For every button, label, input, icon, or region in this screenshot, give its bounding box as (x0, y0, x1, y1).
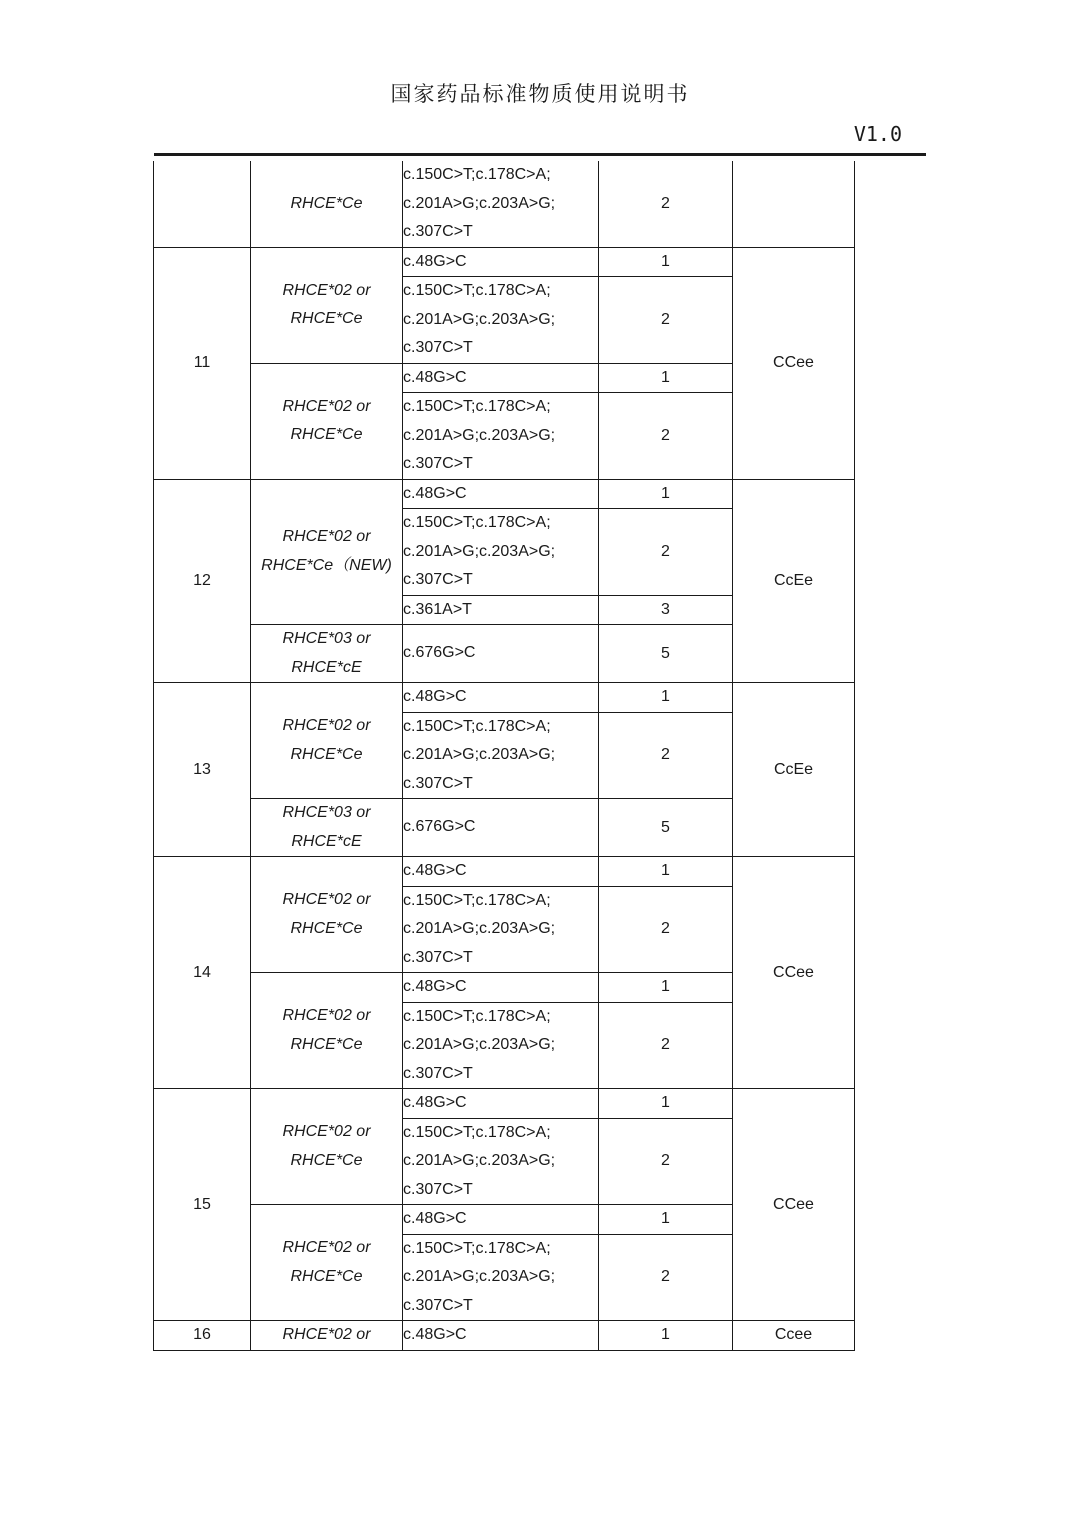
table-row (154, 479, 855, 509)
table-row (154, 683, 855, 713)
variant-cell: c.676G>C (403, 625, 599, 683)
exon-cell: 1 (599, 1205, 733, 1235)
exon-cell: 1 (599, 683, 733, 713)
variant-cell: c.150C>T;c.178C>A; c.201A>G;c.203A>G; c.307C>T (403, 509, 599, 596)
exon-cell: 1 (599, 857, 733, 887)
exon-cell: 1 (599, 363, 733, 393)
variant-cell: c.676G>C (403, 799, 599, 857)
table-row (154, 1321, 855, 1351)
table-row (154, 247, 855, 277)
variant-cell: c.48G>C (403, 1089, 599, 1119)
exon-cell: 2 (599, 712, 733, 799)
table-row (154, 1089, 855, 1119)
allele-cell: RHCE*02 or RHCE*Ce (251, 973, 403, 1089)
exon-cell: 1 (599, 973, 733, 1003)
variant-cell: c.48G>C (403, 247, 599, 277)
genotype-table (153, 161, 855, 1351)
exon-cell: 2 (599, 886, 733, 973)
allele-cell: RHCE*02 or RHCE*Ce (251, 857, 403, 973)
sample-number-cell: 11 (154, 247, 251, 479)
sample-number-cell (154, 161, 251, 247)
exon-cell: 1 (599, 247, 733, 277)
exon-cell: 2 (599, 509, 733, 596)
allele-cell: RHCE*02 or RHCE*Ce (251, 683, 403, 799)
sample-number-cell: 13 (154, 683, 251, 857)
sample-number-cell: 16 (154, 1321, 251, 1351)
exon-cell: 3 (599, 595, 733, 625)
exon-cell: 2 (599, 393, 733, 480)
exon-cell: 5 (599, 625, 733, 683)
exon-cell: 1 (599, 1321, 733, 1351)
allele-cell: RHCE*02 or RHCE*Ce (251, 363, 403, 479)
phenotype-cell: CCee (733, 1089, 855, 1321)
exon-cell: 1 (599, 1089, 733, 1119)
variant-cell: c.48G>C (403, 1205, 599, 1235)
version-label: V1.0 (853, 122, 902, 146)
phenotype-cell (733, 161, 855, 247)
variant-cell: c.48G>C (403, 363, 599, 393)
phenotype-cell: CcEe (733, 479, 855, 683)
table-row (154, 161, 855, 247)
variant-cell: c.150C>T;c.178C>A; c.201A>G;c.203A>G; c.307C>T (403, 1234, 599, 1321)
variant-cell: c.150C>T;c.178C>A; c.201A>G;c.203A>G; c.307C>T (403, 1118, 599, 1205)
exon-cell: 2 (599, 1002, 733, 1089)
sample-number-cell: 14 (154, 857, 251, 1089)
exon-cell: 2 (599, 1118, 733, 1205)
allele-cell: RHCE*Ce (251, 161, 403, 247)
phenotype-cell: CCee (733, 247, 855, 479)
variant-cell: c.48G>C (403, 479, 599, 509)
sample-number-cell: 12 (154, 479, 251, 683)
phenotype-cell: CcEe (733, 683, 855, 857)
variant-cell: c.361A>T (403, 595, 599, 625)
exon-cell: 2 (599, 161, 733, 247)
variant-cell: c.150C>T;c.178C>A; c.201A>G;c.203A>G; c.307C>T (403, 1002, 599, 1089)
phenotype-cell: CCee (733, 857, 855, 1089)
allele-cell: RHCE*02 or RHCE*Ce（NEW) (251, 479, 403, 625)
variant-cell: c.48G>C (403, 1321, 599, 1351)
variant-cell: c.48G>C (403, 973, 599, 1003)
allele-cell: RHCE*03 or RHCE*cE (251, 799, 403, 857)
allele-cell: RHCE*03 or RHCE*cE (251, 625, 403, 683)
variant-cell: c.150C>T;c.178C>A; c.201A>G;c.203A>G; c.307C>T (403, 161, 599, 247)
variant-cell: c.150C>T;c.178C>A; c.201A>G;c.203A>G; c.307C>T (403, 712, 599, 799)
variant-cell: c.48G>C (403, 857, 599, 887)
header-rule (154, 153, 926, 156)
variant-cell: c.150C>T;c.178C>A; c.201A>G;c.203A>G; c.307C>T (403, 393, 599, 480)
exon-cell: 5 (599, 799, 733, 857)
phenotype-cell: Ccee (733, 1321, 855, 1351)
variant-cell: c.150C>T;c.178C>A; c.201A>G;c.203A>G; c.307C>T (403, 886, 599, 973)
allele-cell: RHCE*02 or RHCE*Ce (251, 1205, 403, 1321)
allele-cell: RHCE*02 or RHCE*Ce (251, 1089, 403, 1205)
allele-cell: RHCE*02 or RHCE*Ce (251, 247, 403, 363)
exon-cell: 1 (599, 479, 733, 509)
variant-cell: c.150C>T;c.178C>A; c.201A>G;c.203A>G; c.307C>T (403, 277, 599, 364)
allele-cell: RHCE*02 or (251, 1321, 403, 1351)
exon-cell: 2 (599, 277, 733, 364)
page-title: 国家药品标准物质使用说明书 (390, 82, 690, 106)
table-row (154, 857, 855, 887)
variant-cell: c.48G>C (403, 683, 599, 713)
sample-number-cell: 15 (154, 1089, 251, 1321)
exon-cell: 2 (599, 1234, 733, 1321)
